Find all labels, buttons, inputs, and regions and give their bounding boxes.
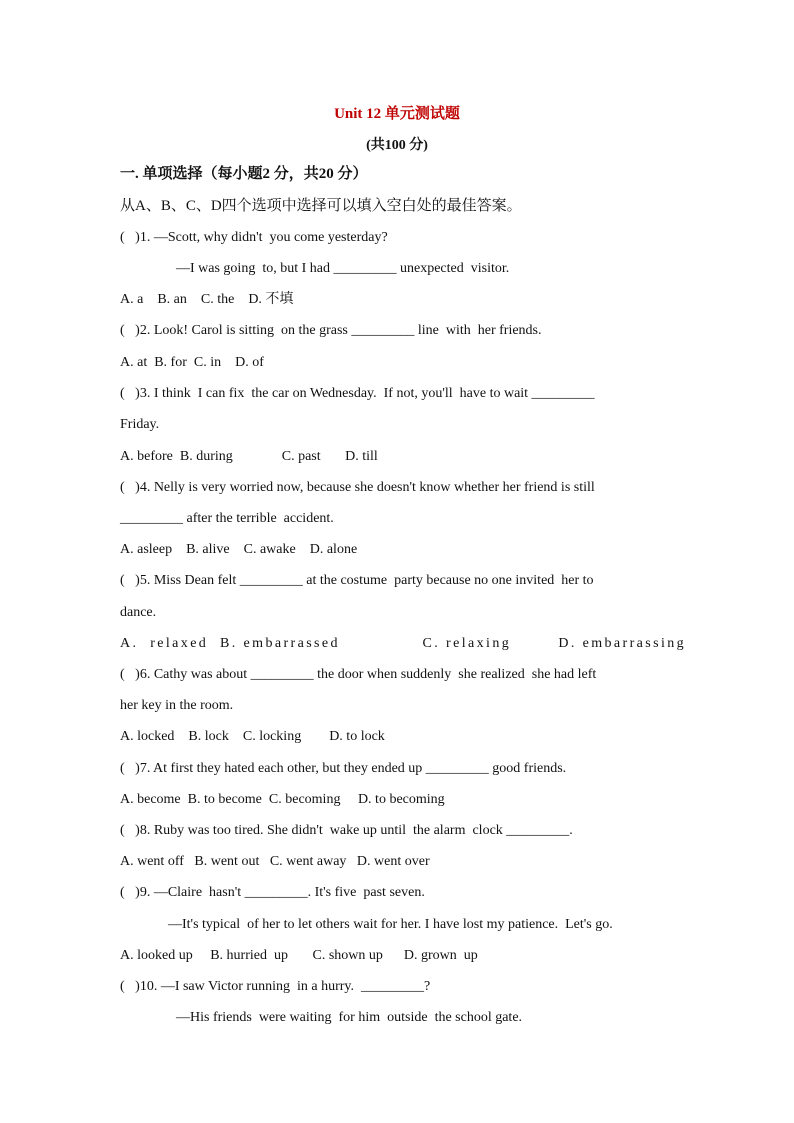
question-4-stem-cont: _________ after the terrible accident.: [120, 511, 334, 526]
section-instruction: 从A、B、C、D四个选项中选择可以填入空白处的最佳答案。: [120, 198, 522, 214]
question-5-stem: ( )5. Miss Dean felt _________ at the costume party because no one invited her to: [120, 573, 594, 588]
question-1-reply: —I was going to, but I had _________ unexpected visitor.: [176, 261, 510, 276]
section-heading: 一. 单项选择（每小题2 分，共20 分）: [120, 166, 368, 182]
question-4-options: A. asleep B. alive C. awake D. alone: [120, 542, 358, 557]
score-subtitle: (共100 分): [366, 138, 428, 153]
question-6-stem: ( )6. Cathy was about _________ the door when suddenly she realized she had left: [120, 667, 597, 682]
question-8-stem: ( )8. Ruby was too tired. She didn't wake up until the alarm clock _________.: [120, 823, 573, 838]
question-2-stem: ( )2. Look! Carol is sitting on the grass _________ line with her friends.: [120, 323, 542, 338]
question-9-options: A. looked up B. hurried up C. shown up D. grown up: [120, 948, 478, 963]
question-9-reply: —It's typical of her to let others wait for her. I have lost my patience. Let's go.: [168, 917, 613, 932]
question-7-options: A. become B. to become C. becoming D. to becoming: [120, 792, 445, 807]
question-6-stem-cont: her key in the room.: [120, 698, 234, 713]
question-2-options: A. at B. for C. in D. of: [120, 355, 264, 370]
question-5-stem-cont: dance.: [120, 605, 157, 620]
question-4-stem: ( )4. Nelly is very worried now, because she doesn't know whether her friend is still: [120, 480, 595, 495]
question-9-stem: ( )9. —Claire hasn't _________. It's five past seven.: [120, 885, 425, 900]
question-1-options: A. a B. an C. the D. 不填: [120, 292, 294, 307]
question-7-stem: ( )7. At first they hated each other, but they ended up _________ good friends.: [120, 761, 567, 776]
question-10-reply: —His friends were waiting for him outside the school gate.: [176, 1010, 523, 1025]
question-3-options: A. before B. during C. past D. till: [120, 449, 378, 464]
question-8-options: A. went off B. went out C. went away D. went over: [120, 854, 430, 869]
question-3-stem: ( )3. I think I can fix the car on Wednesday. If not, you'll have to wait _________: [120, 386, 595, 401]
question-10-stem: ( )10. —I saw Victor running in a hurry. _________?: [120, 979, 431, 994]
question-6-options: A. locked B. lock C. locking D. to lock: [120, 729, 385, 744]
question-5-options: A. relaxed B. embarrassed C. relaxing D. embarrassing: [120, 636, 687, 651]
question-3-stem-cont: Friday.: [120, 417, 160, 432]
question-1-stem: ( )1. —Scott, why didn't you come yesterday?: [120, 230, 388, 245]
page-title: Unit 12 单元测试题: [334, 106, 460, 122]
